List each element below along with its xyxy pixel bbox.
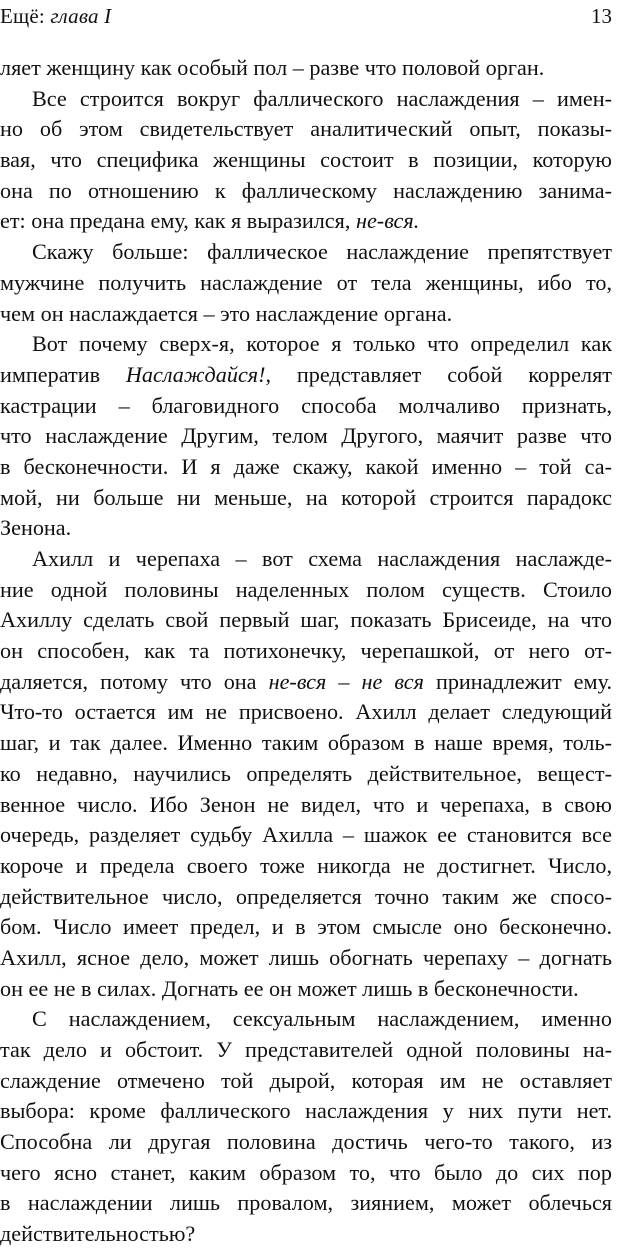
text-line [0, 1188, 612, 1219]
text-segment: Что-то остается им не присвоено. Ахилл делает следующий [0, 699, 612, 725]
text-line [0, 851, 612, 882]
text-segment: действительностью? [0, 1221, 196, 1247]
text-segment: Ахилл и черепаха – вот схема наслаждения наслажде- [32, 546, 612, 571]
text-segment: но об этом свидетельствует аналитический опыт, показы- [0, 116, 612, 142]
page-number: 13 [591, 4, 612, 28]
italic-text: не-вся. [355, 208, 420, 234]
text-line [0, 268, 612, 299]
text-line [0, 176, 612, 207]
text-line [0, 329, 612, 360]
text-segment: короче и предела своего тоже никогда не достигнет. Число, [0, 852, 612, 878]
text-segment: , представляет собой коррелят [265, 361, 612, 387]
text-line [0, 53, 612, 84]
text-line [0, 943, 612, 974]
text-segment: мужчине получить наслаждение от тела женщины, ибо то, [0, 269, 612, 295]
text-segment: чем он наслаждается – это наслаждение органа. [0, 300, 453, 326]
italic-text: Наслаждайся! [125, 361, 266, 387]
text-line [0, 912, 612, 943]
text-line [0, 759, 612, 790]
text-line [0, 667, 612, 698]
text-line [0, 513, 612, 544]
text-line [0, 697, 612, 728]
text-segment: вая, что специфика женщины состоит в позиции, которую [0, 147, 612, 173]
text-segment: принадлежит ему. [423, 668, 612, 694]
text-line [0, 84, 612, 115]
text-segment: Все строится вокруг фаллического наслаждения – имен- [32, 85, 612, 111]
text-segment: Зенона. [0, 515, 72, 541]
text-line [0, 1096, 612, 1127]
text-segment: С наслаждением, сексуальным наслаждением, именно [32, 1006, 612, 1032]
text-segment: выбора: кроме фаллического наслаждения у них пути нет. [0, 1098, 612, 1124]
text-segment: очередь, разделяет судьбу Ахилла – шажок ее становится все [0, 822, 612, 848]
text-line [0, 636, 612, 667]
text-segment: Ахиллу сделать свой первый шаг, показать Брисеиде, на что [0, 607, 612, 633]
text-segment: так дело и обстоит. У представителей одной половины на- [0, 1037, 612, 1062]
text-segment: в наслаждении лишь провалом, зиянием, может облечься [0, 1190, 612, 1216]
text-segment: даляется, потому что она [0, 668, 269, 694]
text-segment: Способна ли другая половина достичь чего-то такого, из [0, 1129, 612, 1155]
text-segment: кастрации – благовидного способа молчаливо признать, [0, 392, 612, 418]
text-line [0, 790, 612, 821]
running-head [0, 3, 111, 29]
text-line [0, 421, 612, 452]
text-line [0, 820, 612, 851]
text-line [0, 1004, 612, 1035]
text-line [0, 605, 612, 636]
text-line [0, 575, 612, 606]
text-segment: Вот почему сверх-я, которое я только что определил как [32, 331, 612, 357]
italic-text: не-вся – не вся [268, 668, 424, 694]
text-line [0, 237, 612, 268]
text-segment: шаг, и так далее. Именно таким образом в наше время, толь- [0, 730, 612, 756]
text-line [0, 360, 612, 391]
text-line [0, 974, 612, 1005]
text-line [0, 145, 612, 176]
text-line [0, 452, 612, 483]
text-segment: мой, ни больше ни меньше, на которой строится парадокс [0, 484, 612, 510]
chapter-label: глава I [50, 4, 112, 28]
text-line [0, 206, 612, 237]
text-segment: императив [0, 361, 126, 387]
text-segment: слаждение отмечено той дырой, которая им не оставляет [0, 1067, 612, 1093]
text-line [0, 544, 612, 575]
text-segment: что наслаждение Другим, телом Другого, маячит разве что [0, 423, 612, 449]
text-segment: она по отношению к фаллическому наслаждению занима- [0, 177, 612, 203]
text-segment: в бесконечности. И я даже скажу, какой именно – той са- [0, 453, 612, 479]
text-segment: венное число. Ибо Зенон не видел, что и черепаха, в свою [0, 791, 612, 817]
text-line [0, 728, 612, 759]
text-segment: Скажу больше: фаллическое наслаждение препятствует [32, 239, 612, 265]
text-line [0, 1127, 612, 1158]
text-line [0, 483, 612, 514]
text-line [0, 1158, 612, 1189]
text-segment: он ее не в силах. Догнать ее он может лишь в бесконечности. [0, 975, 579, 1001]
text-segment: он способен, как та потихонечку, черепашкой, от него от- [0, 638, 612, 664]
text-segment: чего ясно станет, каким образом то, что было до сих пор [0, 1159, 612, 1185]
text-segment: ние одной половины наделенных полом существ. Стоило [0, 576, 612, 602]
text-line [0, 299, 612, 330]
running-title: Ещё: [0, 4, 51, 28]
text-segment: бом. Число имеет предел, и в этом смысле оно бесконечно. [0, 914, 612, 940]
text-segment: ляет женщину как особый пол – разве что половой орган. [0, 55, 545, 80]
text-line [0, 114, 612, 145]
text-segment: Ахилл, ясное дело, может лишь обогнать черепаху – догнать [0, 944, 612, 970]
body-text [0, 53, 612, 1250]
text-line [0, 391, 612, 422]
text-line [0, 1219, 612, 1250]
text-line [0, 1035, 612, 1066]
text-line [0, 882, 612, 913]
text-segment: ко недавно, научились определять действительное, вещест- [0, 760, 612, 786]
text-segment: ет: она предана ему, как я выразился, [0, 208, 356, 234]
text-segment: действительное число, определяется точно таким же спосо- [0, 883, 612, 909]
text-line [0, 1066, 612, 1097]
